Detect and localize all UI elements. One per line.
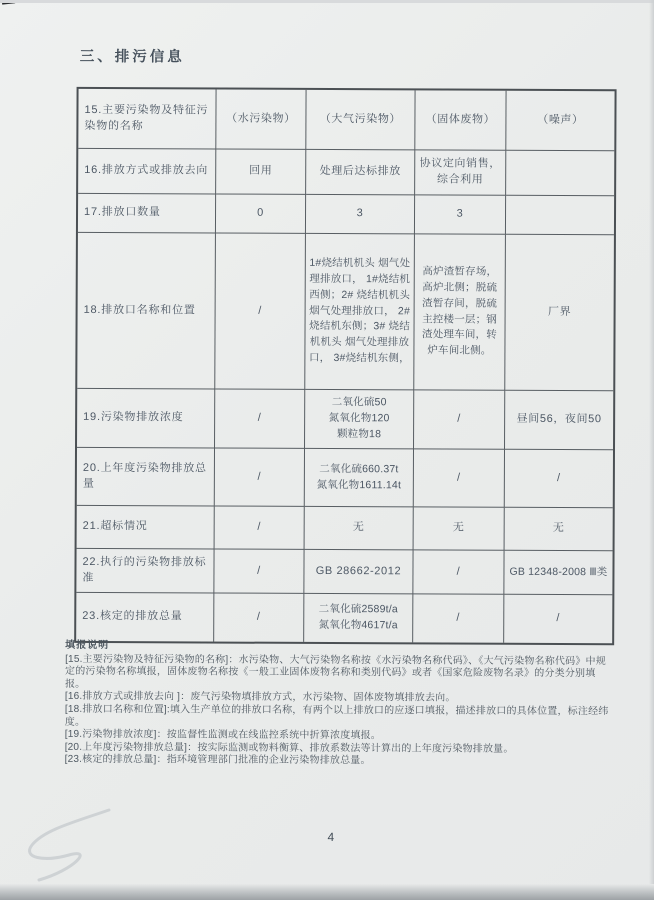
row-label: 22.执行的污染物排放标准 bbox=[76, 549, 214, 594]
table-cell: / bbox=[413, 550, 504, 594]
notes-section bbox=[65, 640, 614, 769]
notes-title: 填报说明 bbox=[65, 639, 110, 652]
scan-top-edge bbox=[0, 0, 654, 3]
table-cell: 回用 bbox=[216, 150, 306, 195]
note-item: [23.核定的排放总量]：指环境管理部门批准的企业污染物排放总量。 bbox=[64, 754, 371, 767]
row-label: 18.排放口名称和位置 bbox=[77, 233, 216, 390]
table-cell: 二氧化硫2589t/a 氮氧化物4617t/a bbox=[304, 594, 413, 642]
table-cell: / bbox=[215, 234, 306, 390]
pollution-table bbox=[74, 87, 616, 645]
table-cell: 无 bbox=[305, 507, 414, 550]
note-item: [15.主要污染物及特征污染物的名称]：水污染物、大气污染物名称按《水污染物名称代码》、《大气污染物名称代码》中规定的污染物名称填报，固体废物名称按《一般工业固体废物名称和类别代码》或者《国家危险废物名录》的分类分别填报。 bbox=[64, 653, 606, 690]
table-cell: （水污染物） bbox=[216, 90, 306, 150]
note-item: [20.上年度污染物排放总量]：按实际监测或物料衡算、排放系数法等计算出的上年度污染物排放量。 bbox=[64, 741, 514, 755]
table-cell: 高炉渣暂存场，高炉北侧；脱硫渣暂存间，脱硫主控楼一层；钢渣处理车间，转炉车间北侧。 bbox=[414, 234, 506, 390]
scan-bottom-edge bbox=[0, 884, 654, 900]
table-cell: / bbox=[414, 390, 505, 449]
table-cell: 昼间56，夜间50 bbox=[505, 391, 613, 450]
table-cell: / bbox=[413, 594, 504, 642]
row-label: 19.污染物排放浓度 bbox=[77, 389, 215, 449]
table-cell bbox=[506, 196, 614, 235]
table-cell: 处理后达标排放 bbox=[306, 150, 415, 195]
table-cell: 无 bbox=[505, 508, 613, 551]
table-cell: / bbox=[505, 450, 613, 508]
note-item: [18.排放口名称和位置]:填入生产单位的排放口名称，有两个以上排放口的应逐口填报，描述排放口的具体位置，标注经纬度。 bbox=[64, 703, 609, 728]
scan-right-edge bbox=[649, 0, 654, 900]
note-item: [19.污染物排放浓度]：按监督性监测或在线监控系统中折算浓度填报。 bbox=[64, 729, 382, 742]
table-cell: （大气污染物） bbox=[306, 90, 415, 150]
section-title: 三、排污信息 bbox=[79, 48, 185, 66]
table-cell: 3 bbox=[306, 195, 415, 234]
page-number: 4 bbox=[327, 830, 336, 845]
table-cell: / bbox=[215, 449, 305, 507]
row-label: 20.上年度污染物排放总量 bbox=[77, 448, 215, 507]
table-cell: GB 12348-2008 Ⅲ类 bbox=[504, 551, 612, 595]
table-cell: （固体废物） bbox=[415, 90, 506, 150]
table-cell: / bbox=[214, 550, 304, 594]
table-cell: 0 bbox=[216, 195, 306, 234]
table-cell: 厂界 bbox=[505, 235, 614, 391]
table-cell: 1#烧结机机头 烟气处理排放口， 1#烧结机西侧；2# 烧结机机头 烟气处理排放口， 2#烧结机东侧；3# 烧结机机头 烟气处理排放口， 3#烧结机东侧， bbox=[305, 234, 415, 390]
table-cell: （噪声） bbox=[506, 91, 614, 151]
table-cell bbox=[506, 151, 614, 196]
table-cell: 二氧化硫50 氮氧化物120 颗粒物18 bbox=[305, 390, 414, 449]
table-cell: 3 bbox=[415, 195, 506, 234]
table-cell: / bbox=[414, 449, 505, 507]
table-cell: 二氧化硫660.37t 氮氧化物1611.14t bbox=[305, 449, 414, 507]
row-label: 21.超标情况 bbox=[77, 506, 215, 550]
pen-mark bbox=[14, 800, 134, 890]
table-cell: / bbox=[556, 612, 561, 625]
row-label: 16.排放方式或排放去向 bbox=[78, 149, 216, 195]
row-label: 17.排放口数量 bbox=[78, 194, 216, 234]
row-label: 23.核定的排放总量 bbox=[76, 593, 214, 642]
table-cell: / bbox=[215, 390, 305, 449]
table-cell: 无 bbox=[414, 507, 505, 550]
row-label: 15.主要污染物及特征污染物的名称 bbox=[78, 89, 216, 150]
table-cell: 协议定向销售，综合利用 bbox=[415, 150, 506, 195]
table-cell: / bbox=[215, 507, 305, 550]
table-cell: / bbox=[214, 594, 304, 642]
table-cell: GB 28662-2012 bbox=[304, 550, 413, 594]
note-item: [16.排放方式或排放去向 ]：废气污染物填排放方式，水污染物、固体废物填排放去向。 bbox=[64, 691, 456, 704]
